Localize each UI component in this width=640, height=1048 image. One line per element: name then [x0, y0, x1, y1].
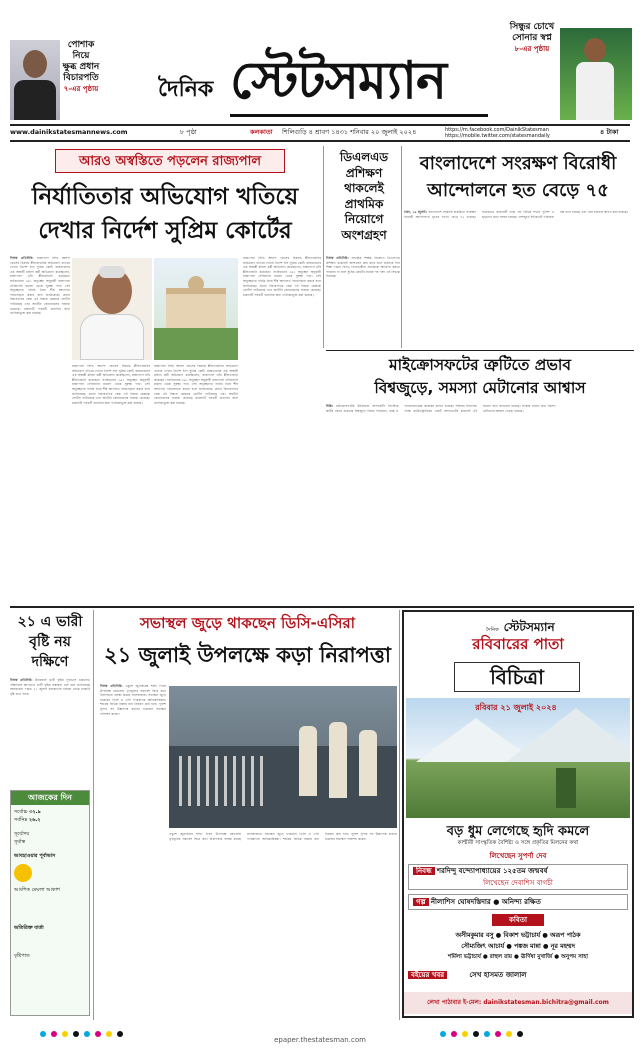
- sunset-label: সূর্যাস্ত: [14, 839, 26, 845]
- website[interactable]: www.dainikstatesmannews.com: [10, 128, 128, 136]
- galpa-label: গল্প: [413, 898, 429, 906]
- masthead-title: স্টেটসম্যান: [230, 50, 447, 111]
- story1-kicker: আরও অস্বস্তিতে পড়লেন রাজ্যপাল: [55, 149, 285, 173]
- right-teaser-line1: সিন্ধুর চোখে: [509, 22, 555, 32]
- sunrise-label: সূর্যোদয়: [14, 831, 30, 837]
- supplement-paper-title: স্টেটসম্যান: [503, 620, 555, 634]
- rain-label: বৃষ্টিপাত: [14, 953, 30, 959]
- story2-body: নিজস্ব প্রতিনিধি: প্রাথমিক শিক্ষক নিয়োগে ডিএলএড প্রশিক্ষণ থাকলেই অংশগ্রহণ করা যাবে বলে জানিয়ে দিল শিক্ষা দপ্তর। বিএড ডিগ্রিধারীরা প্রাথমিকে আবেদন করতে পারবেন না বলে সুপ্রিম কোর্টের রায়ের পর পর্ষদ এই সিদ্ধান্ত নিয়েছে।: [326, 256, 400, 279]
- weather-max-label: সর্বোচ্চ: [14, 809, 28, 815]
- dateline: শিলিগুড়ি ৪ শ্রাবণ ১৪৩১ শনিবার ২০ জুলাই ২০২৪: [282, 128, 417, 136]
- weather-box: [10, 790, 90, 1016]
- security-photo: [169, 686, 397, 828]
- story5-body-col1: নিজস্ব প্রতিনিধি: একুশে জুলাইয়ের শহিদ দিবস উপলক্ষে ধর্মতলায় তৃণমূলের সমাবেশ ঘিরে কড়া নিরাপত্তার ব্যবস্থা করছে লালবাজার। সভাস্থল জুড়ে থাকবেন ডিসি ও এসি পদমর্যাদার আধিকারিকরা। শহরের বিভিন্ন রাস্তায় যান নিয়ন্ত্রণ করা হবে। পুলিশ সুপার সহ উচ্চপদস্থ কর্তারা শুক্রবার সভাস্থল পরিদর্শন করেন।: [100, 684, 166, 716]
- twitter-link[interactable]: https://mobile.twitter.com/statesmandaily: [445, 133, 550, 139]
- story2-headline: ডিএলএড প্রশিক্ষণ থাকলেই প্রাথমিক নিয়োগে অংশগ্রহণ: [339, 150, 389, 242]
- weather-min-label: সর্বনিম্ন: [14, 817, 28, 823]
- weather-headline: ২১ এ ভারী বৃষ্টি নয় দক্ষিণে: [17, 614, 83, 670]
- facebook-link[interactable]: https://m.facebook.com/DainikStatesman: [445, 127, 549, 133]
- story1-body-col3: রাজ্যপাল সিভি আনন্দ বোসের বিরুদ্ধে শ্লীলতাহানির অভিযোগ খতিয়ে দেখার নির্দেশ দিল সুপ্রিম কোর্ট। রাজভবনের এক অস্থায়ী মহিলা কর্মী অভিযোগ করেছিলেন, রাজ্যপাল তাঁর শ্লীলতাহানি করেছেন। সংবিধানের ৩৬১ অনুচ্ছেদ অনুযায়ী রাজ্যপাল ফৌজদারি মামলা থেকে সুরক্ষা পান। সেই অনুচ্ছেদের পরিধি নিয়ে শীর্ষ আদালত পর্যালোচনা করবে বলে জানিয়েছে। প্রধান বিচারপতির বেঞ্চ এই বিষয়ে কেন্দ্রকে নোটিস পাঠিয়েছে এবং অ্যাটর্নি জেনারেলের সাহায্য চেয়েছে। মামলাটি পরবর্তী শুনানির জন্য তালিকাভুক্ত করা হয়েছে।: [154, 364, 238, 405]
- supplement-banner: রবিবারের পাতা: [472, 635, 564, 653]
- weather-max-value: ৩২.৯: [29, 809, 41, 815]
- sindhu-photo: [560, 28, 632, 120]
- nibandha-writer: লিখেছেন দেবাশিস বাগচী: [483, 879, 553, 887]
- weather-box-title: আজকের দিন: [11, 791, 89, 805]
- kabita-label: কবিতা: [492, 914, 544, 926]
- book-text: সেখ হাসমত জালাল: [469, 971, 527, 979]
- price: ৪ টাকা: [600, 128, 619, 136]
- story5-kicker: সভাস্থল জুড়ে থাকছেন ডিসি-এসিরা: [140, 614, 355, 632]
- story5-headline: ২১ জুলাই উপলক্ষে কড়া নিরাপত্তা: [103, 642, 391, 667]
- right-teaser-line2: সোনার স্বপ্ন: [512, 33, 552, 43]
- left-teaser-page: ৭-এর পৃষ্ঠায়: [63, 85, 99, 93]
- poets-line1: অসীমকুমার বসু ● বিকাশ ভট্টাচার্য ● অরূপ পাঠক: [455, 932, 581, 939]
- poets-line2: সৌম্যজিৎ আচার্য ● পঙ্কজ মান্না ● নূর মহম্মদ: [461, 943, 575, 950]
- story3-headline: বাংলাদেশে সংরক্ষণ বিরোধী আন্দোলনে হত বেড়ে ৭৫: [419, 153, 617, 201]
- supplement-ad[interactable]: [402, 610, 634, 1018]
- story4-body: দিল্লি: মাইক্রোসফটের উইন্ডোজ অপারেটিং সিস্টেমে ত্রুটির জেরে শুক্রবার বিশ্বজুড়ে বিমান পরিষেবা, ব্যাঙ্ক ও সংবাদমাধ্যমের কাজকর্ম ব্যাহত হয়েছে। সাইবার নিরাপত্তা সংস্থা ক্রাউডস্ট্রাইকের একটি আপডেটের কারণেই এই সমস্যা বলে জানানো হয়েছে। সংস্থার তরফে দ্রুত সমস্যা মেটানোর আশ্বাস দেওয়া হয়েছে।: [326, 404, 556, 413]
- weather-note: আংশিক মেঘলা আকাশ: [14, 887, 60, 893]
- nibandha-text: শরদিন্দু বন্দ্যোপাধ্যায়ের ১২৫তম জন্মবর্ষ: [436, 867, 548, 875]
- book-label: বইয়ের খবর: [408, 971, 447, 979]
- right-teaser[interactable]: [500, 18, 635, 120]
- photo-sub: কাশ্মীরী সাংস্কৃতিক বৈশিষ্ট্য ও সঙ্গে প্রকৃতির মিলনের কথা: [457, 840, 579, 846]
- photo-headline: বড় ধুম লেগেছে হৃদি কমলে: [446, 824, 590, 839]
- galpa-text: নীলাশিস ঘোষদস্তিদার ● অনিন্দ্য রক্ষিত: [430, 898, 541, 906]
- right-teaser-page: ৮-এর পৃষ্ঠায়: [514, 45, 550, 53]
- weather-body: নিজস্ব প্রতিনিধি: উত্তরবঙ্গে ভারী বৃষ্টির পূর্বাভাস থাকলেও দক্ষিণবঙ্গে আপাতত ভারী বৃষ্টির সম্ভাবনা নেই বলে জানিয়েছে আবহাওয়া দপ্তর। ২১ জুলাই কলকাতায় হালকা থেকে মাঝারি বৃষ্টি হতে পারে।: [10, 678, 90, 696]
- page-count: ৮ পৃষ্ঠা: [180, 128, 197, 136]
- story3-body: ঢাকা, ১৯ জুলাই: বাংলাদেশে সরকারি চাকরিতে সংরক্ষণ বিরোধী আন্দোলনে মৃতের সংখ্যা বেড়ে ৭৫ হয়েছে। শুক্রবারও রাজধানী ঢাকা সহ বিভিন্ন শহরে পুলিশ ও ছাত্রদের মধ্যে সংঘর্ষ হয়েছে। দেশজুড়ে ইন্টারনেট পরিষেবা বন্ধ রাখা হয়েছে এবং রেল চলাচল স্থগিত করা হয়েছে।: [404, 210, 628, 219]
- supplement-paper-prefix: দৈনিক: [486, 627, 499, 633]
- masthead-logo: [150, 32, 490, 122]
- masthead-prefix: দৈনিক: [158, 76, 214, 102]
- story1-body-col1: নিজস্ব প্রতিনিধি: রাজ্যপাল সিভি আনন্দ বোসের বিরুদ্ধে শ্লীলতাহানির অভিযোগ খতিয়ে দেখার নির্দেশ দিল সুপ্রিম কোর্ট। রাজভবনের এক অস্থায়ী মহিলা কর্মী অভিযোগ করেছিলেন, রাজ্যপাল তাঁর শ্লীলতাহানি করেছেন। সংবিধানের ৩৬১ অনুচ্ছেদ অনুযায়ী রাজ্যপাল ফৌজদারি মামলা থেকে সুরক্ষা পান। সেই অনুচ্ছেদের পরিধি নিয়ে শীর্ষ আদালত পর্যালোচনা করবে বলে জানিয়েছে। প্রধান বিচারপতির বেঞ্চ এই বিষয়ে কেন্দ্রকে নোটিস পাঠিয়েছে এবং অ্যাটর্নি জেনারেলের সাহায্য চেয়েছে। মামলাটি পরবর্তী শুনানির জন্য তালিকাভুক্ত করা হয়েছে।: [10, 256, 70, 316]
- left-teaser-line2: ক্ষুব্ধ প্রধান: [62, 62, 100, 72]
- forecast-label: আবহাওয়ার পূর্বাভাস: [14, 853, 56, 859]
- story4-headline: মাইক্রোসফটের ত্রুটিতে প্রভাব বিশ্বজুড়ে, সমস্যা মেটানোর আশ্বাস: [374, 356, 586, 397]
- weather-min-value: ২৬.২: [28, 817, 41, 823]
- story1-body-col2: রাজ্যপাল সিভি আনন্দ বোসের বিরুদ্ধে শ্লীলতাহানির অভিযোগ খতিয়ে দেখার নির্দেশ দিল সুপ্রিম কোর্ট। রাজভবনের এক অস্থায়ী মহিলা কর্মী অভিযোগ করেছিলেন, রাজ্যপাল তাঁর শ্লীলতাহানি করেছেন। সংবিধানের ৩৬১ অনুচ্ছেদ অনুযায়ী রাজ্যপাল ফৌজদারি মামলা থেকে সুরক্ষা পান। সেই অনুচ্ছেদের পরিধি নিয়ে শীর্ষ আদালত পর্যালোচনা করবে বলে জানিয়েছে। প্রধান বিচারপতির বেঞ্চ এই বিষয়ে কেন্দ্রকে নোটিস পাঠিয়েছে এবং অ্যাটর্নি জেনারেলের সাহায্য চেয়েছে। মামলাটি পরবর্তী শুনানির জন্য তালিকাভুক্ত করা হয়েছে।: [72, 364, 150, 405]
- chief-justice-photo: [10, 40, 60, 120]
- nibandha-label: নিবন্ধ: [413, 867, 435, 875]
- poets-line3: শর্মিলা ভট্টাচার্য ● রাহুল রায় ● ঊর্ণিষা মুখার্জি ● অনুপম সাহা: [448, 954, 588, 960]
- extra-label: অতিরিক্ত বার্তা: [14, 925, 44, 931]
- email-line[interactable]: লেখা পাঠাবার ই-মেল: dainikstatesman.bichitra@gmail.com: [404, 992, 632, 1014]
- supplement-name: বিচিত্রা: [454, 662, 580, 692]
- left-teaser-line1: পোশাক নিয়ে: [67, 40, 95, 61]
- supreme-court-photo: [154, 258, 238, 360]
- dateline-city: কলকাতা: [250, 128, 273, 136]
- supplement-date: রবিবার ২১ জুলাই ২০২৪: [475, 703, 557, 712]
- kashmir-photo: [406, 698, 630, 818]
- left-teaser[interactable]: [10, 30, 100, 120]
- story1-headline: নির্যাতিতার অভিযোগ খতিয়ে দেখার নির্দেশ সুপ্রিম কোর্টের: [31, 183, 299, 244]
- story5-body-col2: একুশে জুলাইয়ের শহিদ দিবস উপলক্ষে ধর্মতলায় তৃণমূলের সমাবেশ ঘিরে কড়া নিরাপত্তার ব্যবস্থা করছে লালবাজার। সভাস্থল জুড়ে থাকবেন ডিসি ও এসি পদমর্যাদার আধিকারিকরা। শহরের বিভিন্ন রাস্তায় যান নিয়ন্ত্রণ করা হবে। পুলিশ সুপার সহ উচ্চপদস্থ কর্তারা শুক্রবার সভাস্থল পরিদর্শন করেন।: [169, 832, 397, 841]
- footer-url[interactable]: epaper.thestatesman.com: [274, 1036, 366, 1044]
- left-teaser-line3: বিচারপতি: [63, 73, 99, 83]
- story1-body-col4: রাজ্যপাল সিভি আনন্দ বোসের বিরুদ্ধে শ্লীলতাহানির অভিযোগ খতিয়ে দেখার নির্দেশ দিল সুপ্রিম কোর্ট। রাজভবনের এক অস্থায়ী মহিলা কর্মী অভিযোগ করেছিলেন, রাজ্যপাল তাঁর শ্লীলতাহানি করেছেন। সংবিধানের ৩৬১ অনুচ্ছেদ অনুযায়ী রাজ্যপাল ফৌজদারি মামলা থেকে সুরক্ষা পান। সেই অনুচ্ছেদের পরিধি নিয়ে শীর্ষ আদালত পর্যালোচনা করবে বলে জানিয়েছে। প্রধান বিচারপতির বেঞ্চ এই বিষয়ে কেন্দ্রকে নোটিস পাঠিয়েছে এবং অ্যাটর্নি জেনারেলের সাহায্য চেয়েছে। মামলাটি পরবর্তী শুনানির জন্য তালিকাভুক্ত করা হয়েছে।: [243, 256, 321, 297]
- governor-photo: [72, 258, 152, 360]
- sun-icon: [14, 864, 32, 882]
- photo-writer: লিখেছেন সুপর্ণা দেব: [489, 852, 547, 860]
